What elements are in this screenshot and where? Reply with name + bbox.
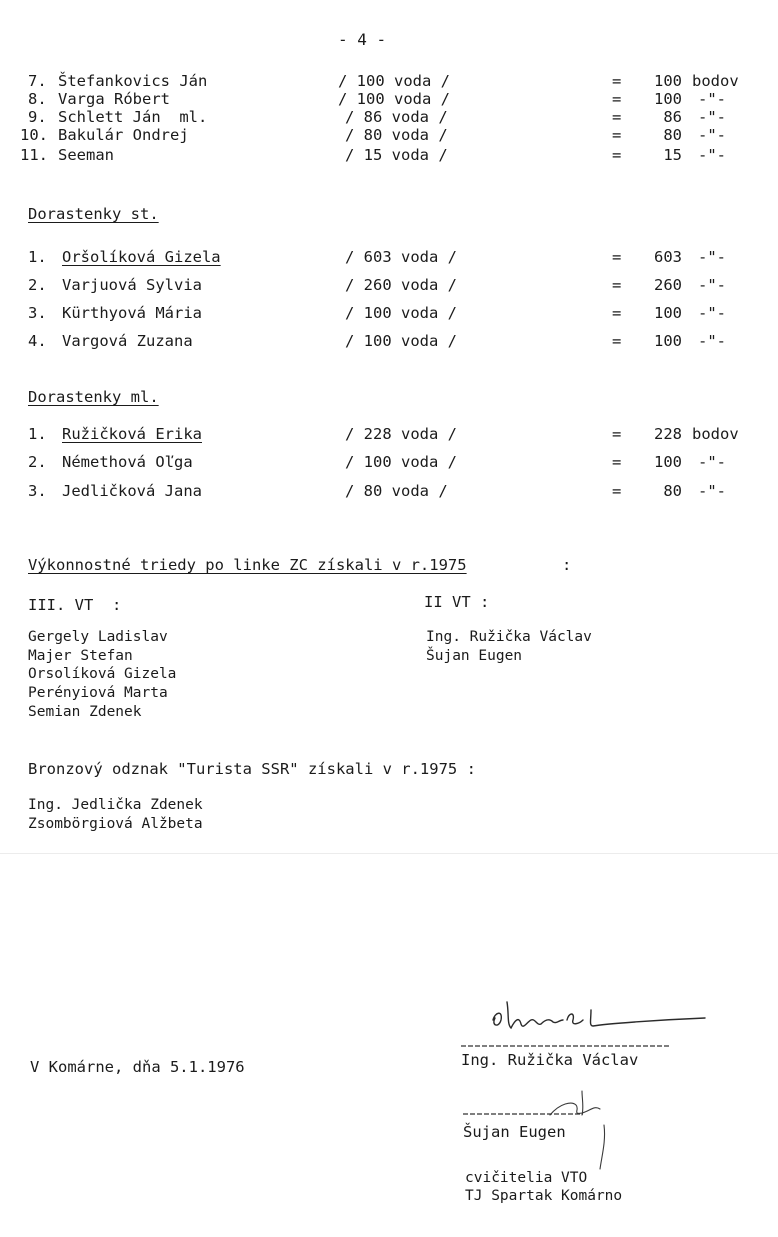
equals-sign: =: [612, 304, 622, 322]
rank: 1.: [28, 425, 47, 443]
score-detail: / 15 voda /: [345, 146, 448, 164]
signature-1-image: [455, 990, 715, 1050]
points: 80: [663, 126, 682, 144]
points: 260: [654, 276, 682, 294]
list-item: Zsombörgiová Alžbeta: [28, 816, 203, 832]
list-item: Ing. Ružička Václav: [426, 629, 592, 645]
points: 80: [663, 482, 682, 500]
equals-sign: =: [612, 276, 622, 294]
score-detail: / 260 voda /: [345, 276, 457, 294]
signature-line-2: [463, 1112, 603, 1116]
equals-sign: =: [612, 425, 622, 443]
person-name: Varga Róbert: [58, 90, 170, 108]
page-divider: [0, 853, 778, 854]
signature-line-1: [461, 1044, 721, 1048]
signer-2: Šujan Eugen: [463, 1123, 566, 1141]
points: 15: [663, 146, 682, 164]
person-name: Seeman: [58, 146, 114, 164]
rank: 3.: [28, 482, 47, 500]
unit: -"-: [698, 126, 726, 144]
score-detail: / 80 voda /: [345, 482, 448, 500]
equals-sign: =: [612, 146, 622, 164]
score-detail: / 100 voda /: [345, 453, 457, 471]
rank: 10.: [20, 126, 48, 144]
equals-sign: =: [612, 72, 622, 90]
rank: 11.: [20, 146, 48, 164]
points: 100: [654, 304, 682, 322]
equals-sign: =: [612, 332, 622, 350]
section-heading: Dorastenky st.: [28, 205, 159, 223]
list-item: Semian Zdenek: [28, 704, 142, 720]
person-name: Oršolíková Gizela: [62, 248, 221, 266]
unit: bodov: [692, 425, 739, 443]
points: 603: [654, 248, 682, 266]
rank: 3.: [28, 304, 47, 322]
rank: 7.: [28, 72, 47, 90]
list-item: Majer Stefan: [28, 648, 133, 664]
score-detail: / 100 voda /: [338, 90, 450, 108]
points: 100: [654, 72, 682, 90]
rank: 2.: [28, 453, 47, 471]
list-item: Perényiová Marta: [28, 685, 168, 701]
points: 100: [654, 453, 682, 471]
class-label-ii: II VT :: [424, 593, 490, 611]
equals-sign: =: [612, 108, 622, 126]
page-number: - 4 -: [338, 30, 387, 49]
rank: 2.: [28, 276, 47, 294]
rank: 1.: [28, 248, 47, 266]
points: 86: [663, 108, 682, 126]
unit: -"-: [698, 108, 726, 126]
list-item: Ing. Jedlička Zdenek: [28, 797, 203, 813]
person-name: Kürthyová Mária: [62, 304, 202, 322]
score-detail: / 80 voda /: [345, 126, 448, 144]
points: 100: [654, 332, 682, 350]
person-name: Némethová Oľga: [62, 453, 193, 471]
list-item: Šujan Eugen: [426, 648, 523, 664]
unit: -"-: [698, 453, 726, 471]
section-heading: Výkonnostné triedy po linke ZC získali v r.1975: [28, 556, 467, 574]
score-detail: / 603 voda /: [345, 248, 457, 266]
unit: -"-: [698, 482, 726, 500]
unit: -"-: [698, 248, 726, 266]
score-detail: / 86 voda /: [345, 108, 448, 126]
score-detail: / 228 voda /: [345, 425, 457, 443]
organization: TJ Spartak Komárno: [465, 1188, 623, 1204]
unit: bodov: [692, 72, 739, 90]
unit: -"-: [698, 276, 726, 294]
equals-sign: =: [612, 126, 622, 144]
section-heading: Dorastenky ml.: [28, 388, 159, 406]
person-name: Štefankovics Ján: [58, 72, 208, 90]
list-item: Gergely Ladislav: [28, 629, 168, 645]
score-detail: / 100 voda /: [338, 72, 450, 90]
person-name: Varjuová Sylvia: [62, 276, 202, 294]
equals-sign: =: [612, 248, 622, 266]
rank: 9.: [28, 108, 47, 126]
score-detail: / 100 voda /: [345, 332, 457, 350]
equals-sign: =: [612, 453, 622, 471]
rank: 4.: [28, 332, 47, 350]
signer-role: cvičitelia VTO: [465, 1170, 588, 1186]
person-name: Jedličková Jana: [62, 482, 202, 500]
section-heading: Bronzový odznak "Turista SSR" získali v r.1975 :: [28, 760, 476, 778]
list-item: Orsolíková Gizela: [28, 666, 177, 682]
person-name: Bakulár Ondrej: [58, 126, 189, 144]
person-name: Vargová Zuzana: [62, 332, 193, 350]
unit: -"-: [698, 332, 726, 350]
person-name: Schlett Ján ml.: [58, 108, 208, 126]
person-name: Ružičková Erika: [62, 425, 202, 443]
unit: -"-: [698, 146, 726, 164]
heading-colon: :: [562, 556, 572, 574]
score-detail: / 100 voda /: [345, 304, 457, 322]
equals-sign: =: [612, 482, 622, 500]
signer-1: Ing. Ružička Václav: [461, 1051, 639, 1069]
points: 100: [654, 90, 682, 108]
points: 228: [654, 425, 682, 443]
unit: -"-: [698, 90, 726, 108]
unit: -"-: [698, 304, 726, 322]
equals-sign: =: [612, 90, 622, 108]
class-label-iii: III. VT :: [28, 596, 122, 614]
rank: 8.: [28, 90, 47, 108]
place-date: V Komárne, dňa 5.1.1976: [30, 1058, 245, 1076]
